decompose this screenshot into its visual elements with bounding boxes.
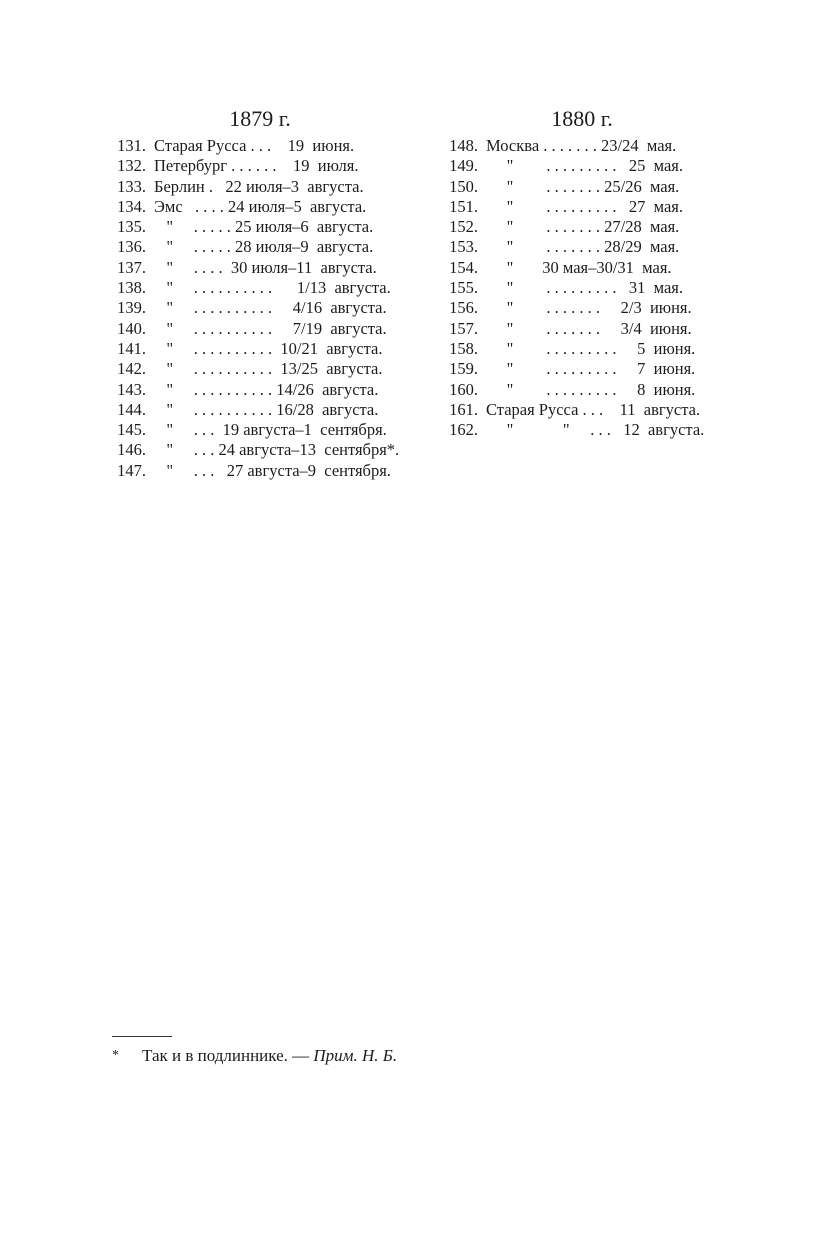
footnote [112,1046,397,1066]
item-text: Старая Русса . . . 19 июня. [154,136,355,155]
list-item [432,359,732,379]
item-number: 143. [117,379,146,399]
list-item [432,197,732,217]
item-number: 146. [117,440,146,460]
list-item [100,319,420,339]
item-text: " . . . . . . . 2/3 июня. [486,298,692,318]
list-item [432,217,732,237]
footnote-attribution: Прим. Н. Б. [313,1046,398,1065]
item-text: " . . . . . . . 3/4 июня. [486,318,692,338]
item-number: 145. [117,420,146,440]
list-item [100,339,420,359]
item-text: " . . . 27 августа–9 сентября. [154,460,391,480]
item-number: 148. [449,136,478,155]
item-number: 151. [449,196,478,216]
item-number: 160. [449,379,478,399]
item-text: " . . . . . 25 июля–6 августа. [154,217,374,237]
item-text: " . . . . . . . . . . 16/28 августа. [154,399,379,419]
item-number: 156. [449,298,478,318]
list-item [432,156,732,176]
item-number: 136. [117,237,146,257]
item-text: " . . . 19 августа–1 сентября. [154,420,387,440]
item-text: " . . . . . 28 июля–9 августа. [154,237,374,257]
item-number: 157. [449,318,478,338]
item-text: " . . . . . . . . . . 13/25 августа. [154,359,383,379]
list-item [100,298,420,318]
item-number: 158. [449,338,478,358]
item-text: Эмс . . . . 24 июля–5 августа. [154,196,367,216]
item-text: " . . . . . . . . . 7 июня. [486,359,696,379]
item-number: 147. [117,460,146,480]
item-number: 133. [117,176,146,196]
item-text: Берлин . 22 июля–3 августа. [154,176,364,196]
item-text: " . . . . . . . . . . 14/26 августа. [154,379,379,399]
list-item [432,177,732,197]
item-text: " 30 мая–30/31 мая. [486,257,672,277]
list-item [432,298,732,318]
item-text: " " . . . 12 августа. [486,420,705,440]
year-1879-column [100,106,420,481]
item-number: 153. [449,237,478,257]
list-item [432,136,732,156]
item-number: 140. [117,318,146,338]
item-text: " . . . . . . . . . . 1/13 августа. [154,278,391,298]
item-number: 152. [449,217,478,237]
item-text: " . . . . . . . . . 25 мая. [486,156,683,176]
item-text: " . . . . . . . . . 27 мая. [486,196,683,216]
item-number: 149. [449,156,478,176]
item-number: 144. [117,399,146,419]
year-heading: 1879 г. [229,106,291,131]
list-item [100,278,420,298]
item-number: 142. [117,359,146,379]
year-heading: 1880 г. [551,106,613,131]
footnote-divider [112,1036,172,1037]
list-item [100,237,420,257]
item-text: " . . . . . . . 25/26 мая. [486,176,680,196]
item-text: " . . . . . . . . . . 7/19 августа. [154,318,387,338]
item-text: " . . . . . . . . . 31 мая. [486,278,683,298]
list-item [100,359,420,379]
item-text: Москва . . . . . . . 23/24 мая. [486,136,677,155]
item-text: " . . . . . . . 28/29 мая. [486,237,680,257]
item-number: 135. [117,217,146,237]
list-item [100,258,420,278]
list-item [432,380,732,400]
item-number: 159. [449,359,478,379]
list-item [100,197,420,217]
item-number: 154. [449,257,478,277]
list-item [432,400,732,420]
list-item [432,237,732,257]
letter-list [100,136,420,481]
list-item [432,278,732,298]
item-text: " . . . . . . . . . 8 июня. [486,379,696,399]
list-item [100,136,420,156]
item-number: 150. [449,176,478,196]
item-number: 141. [117,338,146,358]
list-item [432,339,732,359]
item-text: " . . . . . . . . . . 10/21 августа. [154,338,383,358]
item-number: 162. [449,420,478,440]
item-number: 139. [117,298,146,318]
year-1880-column [432,106,732,440]
list-item [100,400,420,420]
letter-list [432,136,732,440]
list-item [100,440,420,460]
item-number: 131. [117,136,146,155]
item-number: 132. [117,156,146,176]
list-item [100,156,420,176]
item-text: " . . . . . . . . . . 4/16 августа. [154,298,387,318]
item-text: Старая Русса . . . 11 августа. [486,399,701,419]
list-item [432,420,732,440]
list-item [100,461,420,481]
list-item [100,217,420,237]
item-text: Петербург . . . . . . 19 июля. [154,156,359,176]
footnote-mark: * [112,1048,119,1063]
list-item [100,177,420,197]
list-item [432,319,732,339]
item-number: 138. [117,278,146,298]
list-item [100,420,420,440]
item-number: 155. [449,278,478,298]
item-text: " . . . . 30 июля–11 августа. [154,257,377,277]
item-text: " . . . 24 августа–13 сентября*. [154,440,400,460]
list-item [100,380,420,400]
item-text: " . . . . . . . . . 5 июня. [486,338,696,358]
item-number: 137. [117,257,146,277]
list-item [432,258,732,278]
item-number: 161. [449,399,478,419]
footnote-text: Так и в подлиннике. — [142,1046,314,1065]
item-text: " . . . . . . . 27/28 мая. [486,217,680,237]
item-number: 134. [117,196,146,216]
